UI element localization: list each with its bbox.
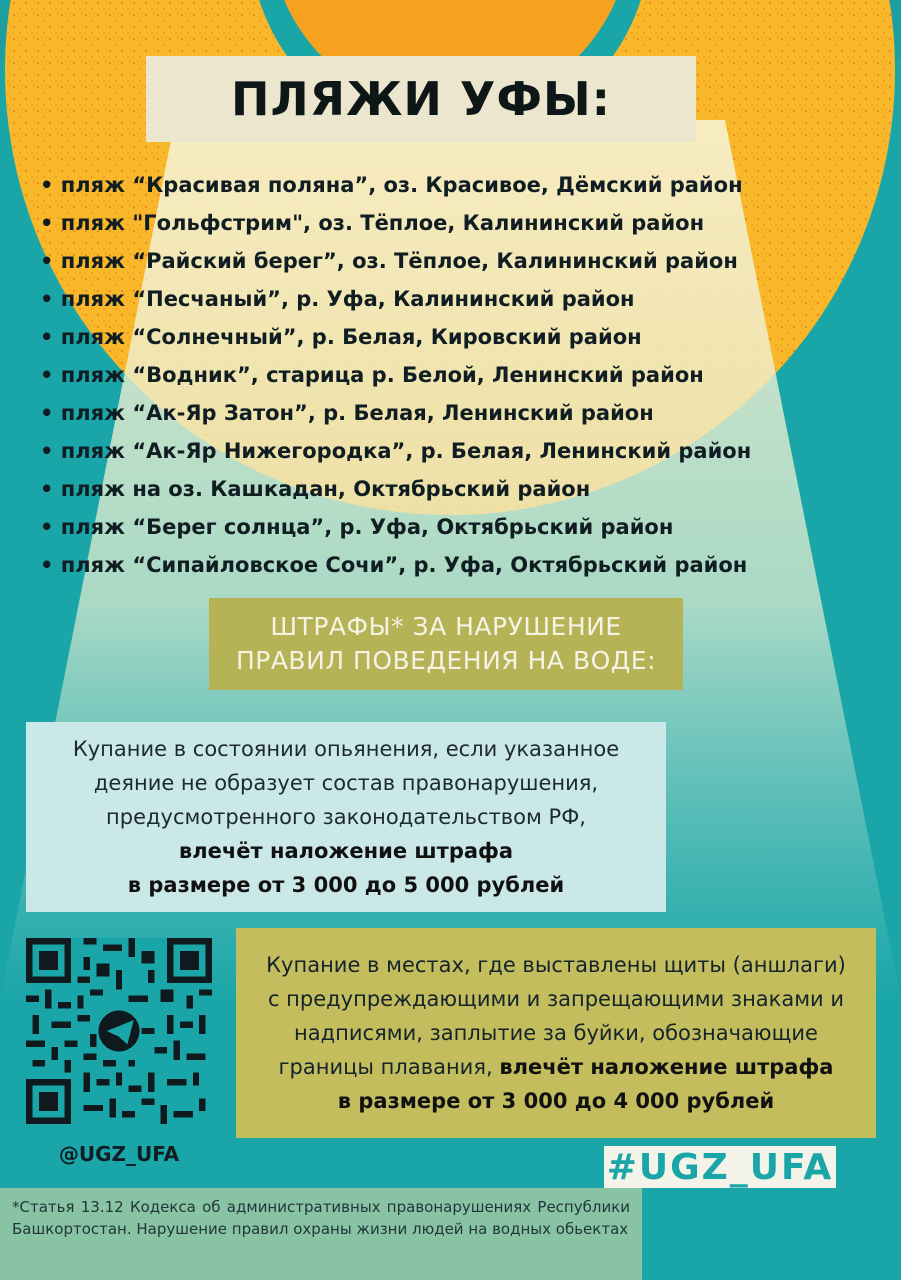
- fine-penalty-fragment: влечёт наложение штрафа: [499, 1055, 834, 1079]
- list-item: • пляж “Берег солнца”, р. Уфа, Октябрьский район: [40, 508, 890, 546]
- fine-text-line: [279, 1050, 834, 1084]
- fine-text-line: деяние не образует состав правонарушения,: [93, 771, 599, 795]
- list-item: • пляж “Сипайловское Сочи”, р. Уфа, Октябрьский район: [40, 546, 890, 584]
- fines-heading-line: ШТРАФЫ* ЗА НАРУШЕНИЕ: [270, 612, 622, 641]
- fines-heading: [209, 598, 683, 690]
- list-item: • пляж на оз. Кашкадан, Октябрьский район: [40, 470, 890, 508]
- footnote-text: *Статья 13.12 Кодекса об административных правонарушениях Республики Башкортостан. Нарушение правил охраны жизни людей на водных обьектах: [12, 1198, 630, 1238]
- fine-text-line: предусмотренного законодательством РФ,: [106, 805, 586, 829]
- hashtag-text: #UGZ_UFA: [606, 1146, 834, 1188]
- beach-list: [40, 166, 890, 584]
- fine-text-line: Купание в местах, где выставлены щиты (аншлаги): [266, 953, 846, 977]
- list-item: • пляж “Песчаный”, р. Уфа, Калининский район: [40, 280, 890, 318]
- fine-amount-line: в размере от 3 000 до 4 000 рублей: [337, 1089, 775, 1113]
- social-handle: @UGZ_UFA: [58, 1142, 180, 1166]
- list-item: • пляж “Ак-Яр Нижегородка”, р. Белая, Ленинский район: [40, 432, 890, 470]
- list-item: • пляж "Гольфстрим", оз. Тёплое, Калининский район: [40, 204, 890, 242]
- fine-text-line: с предупреждающими и запрещающими знаками и: [267, 987, 845, 1011]
- list-item: • пляж “Водник”, старица р. Белой, Ленинский район: [40, 356, 890, 394]
- footnote: [0, 1188, 642, 1280]
- fine-card-intoxication: [26, 722, 666, 912]
- fines-heading-line: ПРАВИЛ ПОВЕДЕНИЯ НА ВОДЕ:: [235, 646, 657, 675]
- hashtag-badge: [604, 1146, 836, 1188]
- title-banner: [146, 56, 696, 142]
- list-item: • пляж “Райский берег”, оз. Тёплое, Калининский район: [40, 242, 890, 280]
- list-item: • пляж “Красивая поляна”, оз. Красивое, Дёмский район: [40, 166, 890, 204]
- list-item: • пляж “Ак-Яр Затон”, р. Белая, Ленинский район: [40, 394, 890, 432]
- fine-card-restricted-areas: [236, 928, 876, 1138]
- fine-text-line: надписями, заплытие за буйки, обозначающие: [294, 1021, 818, 1045]
- telegram-icon: [98, 1010, 139, 1051]
- fine-text-line: Купание в состоянии опьянения, если указанное: [72, 737, 620, 761]
- page-title: ПЛЯЖИ УФЫ:: [230, 72, 612, 126]
- fine-amount-line: в размере от 3 000 до 5 000 рублей: [127, 873, 565, 897]
- list-item: • пляж “Солнечный”, р. Белая, Кировский район: [40, 318, 890, 356]
- fine-text-fragment: границы плавания,: [278, 1055, 500, 1079]
- qr-code[interactable]: [26, 938, 212, 1124]
- fine-penalty-line: влечёт наложение штрафа: [178, 839, 514, 863]
